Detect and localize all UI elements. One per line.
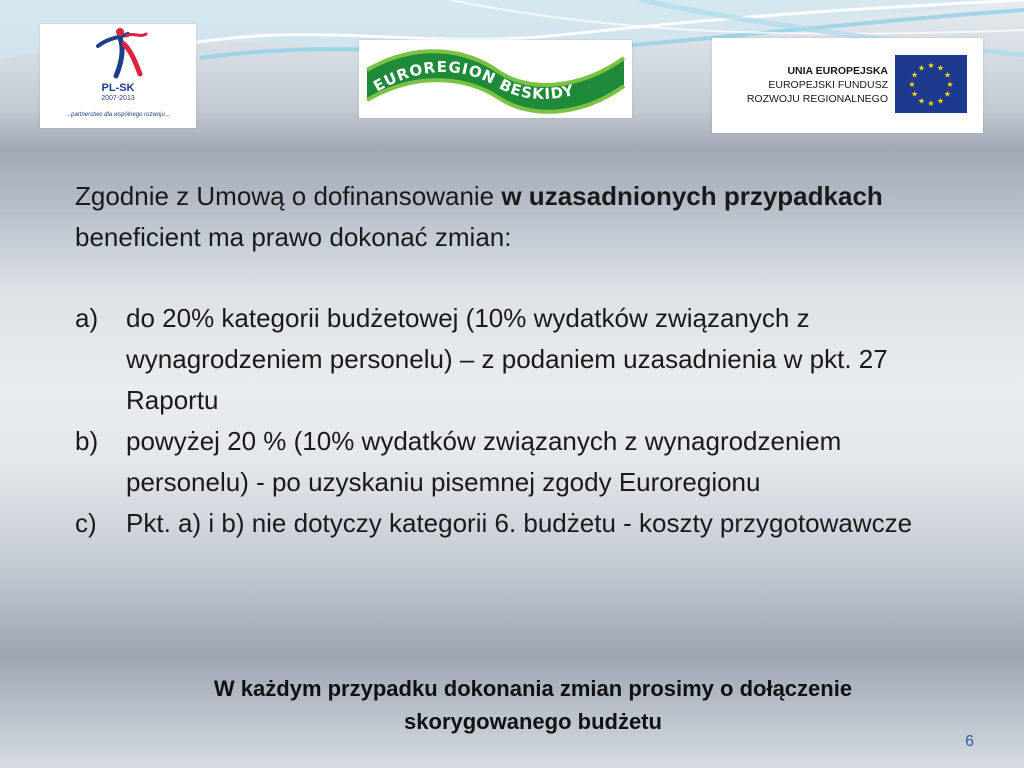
euroregion-banner-icon — [359, 40, 632, 118]
eu-star-icon: ★ — [927, 99, 935, 108]
euroregion-logo-text: EUROREGION BESKIDY — [370, 57, 576, 104]
plsk-motto: ...partnerstwo dla wspólnego rozwoju... — [66, 112, 170, 118]
eu-line2: EUROPEJSKI FUNDUSZ — [768, 79, 888, 91]
intro-bold-text: w uzasadnionych przypadkach — [501, 181, 883, 211]
footer-note — [133, 672, 933, 738]
eu-logo — [712, 38, 983, 133]
eu-star-icon: ★ — [943, 89, 952, 99]
footer-note-line2: skorygowanego budżetu — [404, 709, 662, 734]
list-item — [75, 421, 955, 503]
rules-list — [75, 298, 955, 544]
list-item — [75, 503, 955, 544]
euroregion-beskidy-logo — [359, 40, 632, 118]
eu-star-icon: ★ — [917, 63, 926, 73]
plsk-name: PL-SK — [101, 82, 135, 94]
list-item — [75, 298, 955, 421]
list-item-text: powyżej 20 % (10% wydatków związanych z wynagrodzeniem personelu) - po uzyskaniu pisemnej zgody Euroregionu — [126, 426, 842, 497]
eu-star-icon: ★ — [936, 63, 945, 73]
eu-line3: ROZWOJU REGIONALNEGO — [746, 93, 888, 105]
eu-star-icon: ★ — [936, 96, 945, 106]
eu-star-icon: ★ — [946, 80, 954, 89]
eu-logo-text — [728, 64, 888, 106]
list-item-text: do 20% kategorii budżetowej (10% wydatków związanych z wynagrodzeniem personelu) – z podaniem uzasadnienia w pkt. 27 Raportu — [126, 303, 888, 415]
list-marker: c) — [75, 508, 97, 538]
slide-content — [75, 176, 955, 544]
intro-paragraph — [75, 176, 955, 258]
eu-star-icon: ★ — [908, 80, 916, 89]
plsk-years: 2007-2013 — [101, 95, 135, 102]
footer-note-line1: W każdym przypadku dokonania zmian prosimy o dołączenie — [213, 676, 853, 701]
plsk-figure-icon — [40, 24, 196, 84]
intro-text-2: beneficient ma prawo dokonać zmian: — [75, 222, 512, 252]
list-item-text: Pkt. a) i b) nie dotyczy kategorii 6. budżetu - koszty przygotowawcze — [126, 508, 913, 538]
eu-star-icon: ★ — [927, 61, 935, 70]
plsk-logo — [40, 24, 196, 128]
eu-star-icon: ★ — [910, 89, 919, 99]
eu-star-icon: ★ — [917, 96, 926, 106]
eu-star-icon: ★ — [910, 70, 919, 80]
eu-line1: UNIA EUROPEJSKA — [787, 65, 888, 77]
page-number: 6 — [965, 733, 974, 750]
eu-star-icon: ★ — [943, 70, 952, 80]
eu-flag-icon — [895, 55, 967, 113]
intro-text-1: Zgodnie z Umową o dofinansowanie — [75, 181, 502, 211]
list-marker: a) — [75, 303, 99, 333]
list-marker: b) — [75, 426, 99, 456]
